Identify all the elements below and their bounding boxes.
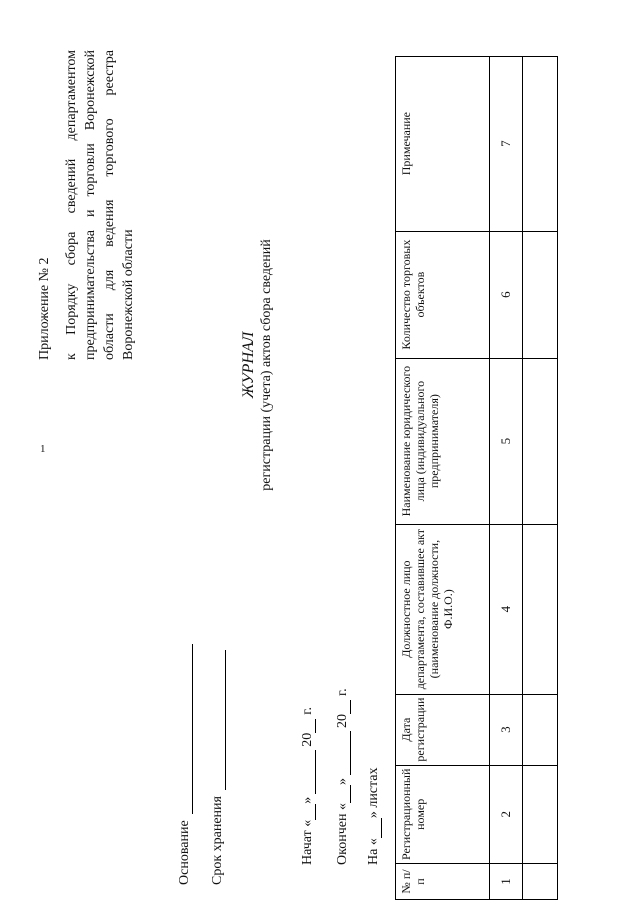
header-cell: Количество торговых объектов [396, 231, 490, 358]
started-month-line [301, 750, 316, 794]
started-row [296, 505, 316, 865]
started-day-line [301, 804, 316, 820]
journal-heading [240, 145, 276, 585]
number-cell: 2 [490, 765, 523, 863]
number-cell: 7 [490, 56, 523, 231]
started-label: Начат « [300, 819, 315, 865]
appendix-title: Приложение № 2 [37, 257, 52, 360]
ended-year-suffix: г. [335, 688, 350, 697]
basis-line [178, 644, 193, 814]
dates-block [296, 505, 382, 865]
table-cell [523, 56, 558, 231]
sheets-prefix: На « [366, 838, 381, 865]
number-cell: 1 [490, 864, 523, 900]
journal-table [395, 56, 558, 900]
ended-label: Окончен « [335, 803, 350, 865]
sheets-count-line [367, 818, 382, 838]
started-quote: » [300, 796, 315, 804]
page-number: 1 [40, 443, 46, 455]
started-year-line [301, 719, 316, 733]
appendix-block [35, 50, 138, 360]
basis-label: Основание [177, 820, 192, 885]
storage-line [211, 650, 226, 790]
table-header-row [396, 56, 490, 899]
number-cell: 4 [490, 524, 523, 694]
number-cell: 5 [490, 358, 523, 524]
sheets-suffix: » листах [366, 767, 381, 819]
table-cell [523, 765, 558, 863]
storage-label: Срок хранения [210, 796, 225, 885]
header-cell: Регистрационный номер [396, 765, 490, 863]
started-year-suffix: г. [300, 707, 315, 715]
header-cell: Должностное лицо департамента, составившее акт (наименование должности, Ф.И.О.) [396, 524, 490, 694]
basis-row [173, 585, 193, 885]
header-cell: Дата регистрации [396, 694, 490, 765]
table-row-empty [523, 56, 558, 899]
ended-month-line [336, 731, 351, 775]
header-cell: Наименование юридического лица (индивидуального предпринимателя) [396, 358, 490, 524]
basis-fields [173, 585, 226, 885]
ended-year-prefix: 20 [335, 714, 350, 729]
ended-year-line [336, 700, 351, 714]
journal-title: ЖУРНАЛ [240, 331, 257, 399]
storage-row [206, 585, 226, 885]
table-cell [523, 864, 558, 900]
ended-row [331, 505, 351, 865]
table-cell [523, 524, 558, 694]
ended-day-line [336, 785, 351, 803]
sheets-row [362, 505, 382, 865]
header-cell: № п/п [396, 864, 490, 900]
started-year-prefix: 20 [300, 732, 315, 747]
table-cell [523, 694, 558, 765]
number-cell: 6 [490, 231, 523, 358]
number-cell: 3 [490, 694, 523, 765]
appendix-text: к Порядку сбора сведений департаментом предпринимательства и торговли Воронежской области для ведения торгового реестра Воронежской области [64, 50, 136, 360]
table-row [490, 56, 523, 899]
table-cell [523, 231, 558, 358]
table-cell [523, 358, 558, 524]
ended-quote: » [335, 778, 350, 786]
header-cell: Примечание [396, 56, 490, 231]
journal-subtitle: регистрации (учета) актов сбора сведений [259, 239, 274, 491]
